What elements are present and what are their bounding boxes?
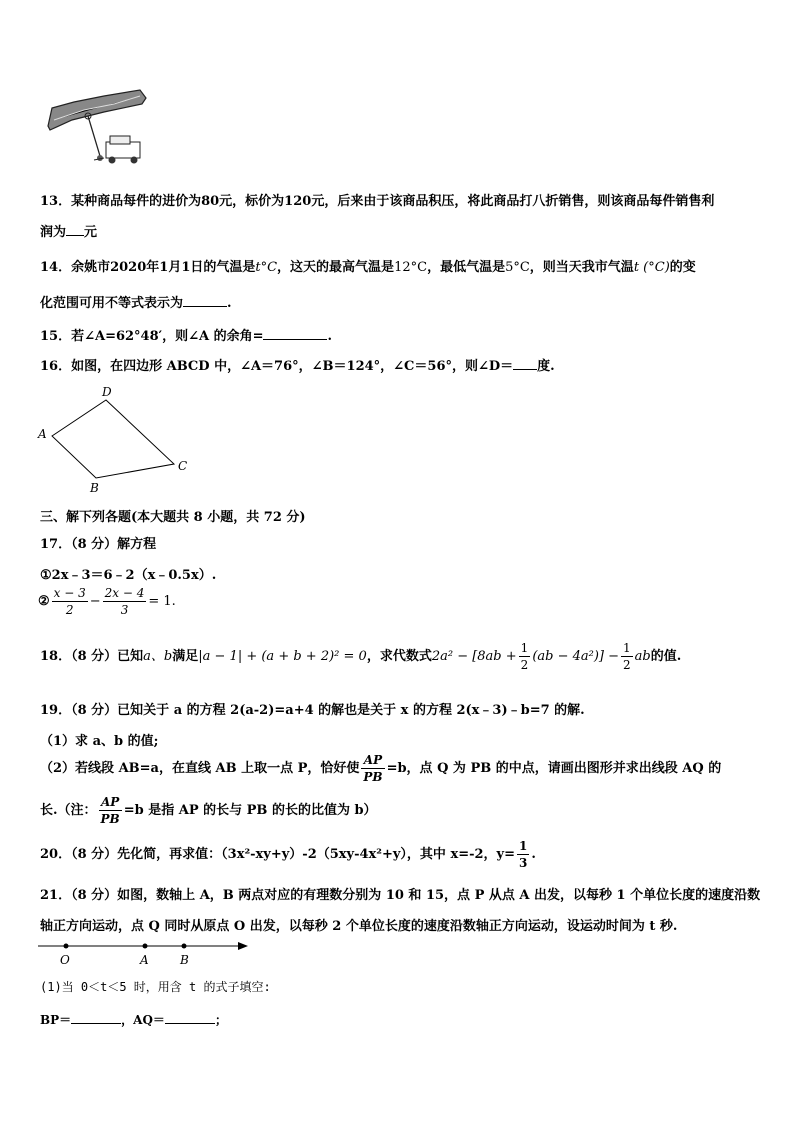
q19-line1: 19．（8 分）已知关于 a 的方程 2(a-2)=a+4 的解也是关于 x 的方程 2(x﹣3)﹣b=7 的解. bbox=[40, 703, 585, 718]
aq-answer-blank[interactable] bbox=[165, 1011, 215, 1024]
q13-line1: 13．某种商品每件的进价为80元，标价为120元，后来由于该商品积压，将此商品打八折销售，则该商品每件销售利 bbox=[40, 194, 715, 209]
number-line-figure bbox=[34, 936, 254, 970]
q17-eq2: ② $\frac{x - 3}{2}$ − $\frac{2x - 4}{3}$ = 1. bbox=[38, 586, 176, 617]
q17-eq1: ①2x﹣3＝6﹣2（x﹣0.5x）. bbox=[40, 568, 217, 583]
label-C: C bbox=[178, 459, 188, 473]
q17-title: 17．（8 分）解方程 bbox=[40, 537, 157, 552]
bp-answer-blank[interactable] bbox=[71, 1011, 121, 1024]
label-B: B bbox=[180, 953, 189, 967]
q19-part2-note: 长.（注： $\frac{AP}{PB}$ =b 是指 AP 的长与 PB 的长的比值为 b） bbox=[40, 795, 377, 826]
answer-blank[interactable] bbox=[183, 294, 227, 307]
q21-sub1: (1)当 0＜t＜5 时，用含 t 的式子填空: bbox=[40, 980, 271, 994]
label-B: B bbox=[90, 481, 99, 495]
section-3-heading: 三、解下列各题(本大题共 8 小题，共 72 分) bbox=[40, 510, 306, 525]
q14-line2: 化范围可用不等式表示为 . bbox=[40, 296, 232, 311]
label-A: A bbox=[38, 427, 47, 441]
label-D: D bbox=[102, 385, 112, 399]
quadrilateral-figure bbox=[34, 384, 194, 496]
answer-blank[interactable] bbox=[513, 357, 537, 370]
answer-blank[interactable] bbox=[263, 327, 327, 340]
answer-blank[interactable] bbox=[66, 223, 84, 236]
q21-blanks: BP＝ ，AQ＝ ； bbox=[40, 1013, 227, 1027]
slope-car-figure bbox=[44, 86, 156, 168]
label-O: O bbox=[60, 953, 70, 967]
q15: 15．若∠A=62°48′，则∠A 的余角= . bbox=[40, 329, 333, 344]
q21-line1: 21．（8 分）如图，数轴上 A，B 两点对应的有理数分别为 10 和 15，点 P 从点 A 出发，以每秒 1 个单位长度的速度沿数 bbox=[40, 888, 761, 903]
q14-line1: 14．余姚市2020年1月1日的气温是t°C，这天的最高气温是12°C，最低气温是5°C，则当天我市气温t (°C)的变 bbox=[40, 260, 696, 275]
q19-part2: （2）若线段 AB=a，在直线 AB 上取一点 P，恰好使 $\frac{AP}{PB}$ =b，点 Q 为 PB 的中点，请画出图形并求出线段 AQ 的 bbox=[40, 753, 722, 784]
q13-line2: 润为 元 bbox=[40, 225, 98, 240]
label-A: A bbox=[140, 953, 149, 967]
q18: 18．（8 分）已知a、b满足|a − 1| + (a + b + 2)² = 0，求代数式2a² − [8ab + $\frac{1}{2}$ (ab − 4a²)] − $\frac{1}{2}$ ab的值. bbox=[40, 641, 682, 672]
q16: 16．如图，在四边形 ABCD 中，∠A＝76°，∠B＝124°，∠C＝56°，则∠D＝ 度. bbox=[40, 359, 555, 374]
q21-line2: 轴正方向运动，点 Q 同时从原点 O 出发，以每秒 2 个单位长度的速度沿数轴正方向运动，设运动时间为 t 秒. bbox=[40, 919, 678, 934]
q20: 20．（8 分）先化简，再求值：（3x²-xy+y）-2（5xy-4x²+y），其中 x=-2，y= $\frac{1}{3}$ . bbox=[40, 839, 536, 870]
q19-part1: （1）求 a、b 的值; bbox=[40, 734, 159, 749]
